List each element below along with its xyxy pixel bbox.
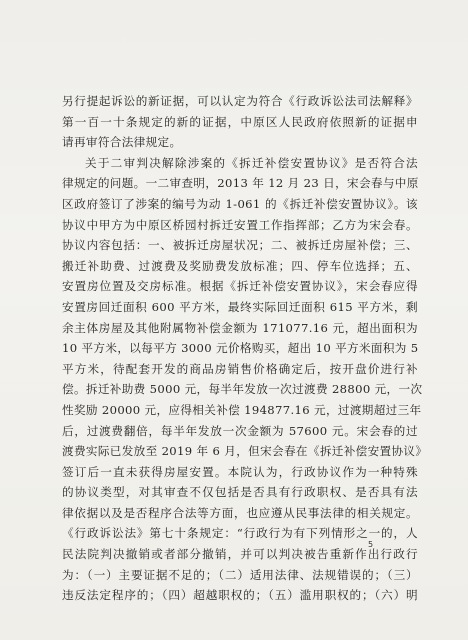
paragraph-2 — [62, 153, 418, 174]
text-line: 民法院判决撤销或者部分撤销，并可以判决被告重新作出行政行 — [62, 547, 418, 562]
text-line: 协议内容包括：一、被拆迁房屋状况；二、被拆迁房屋补偿；三、 — [62, 238, 418, 253]
text-line: 安置房回迁面积 600 平方米，最终实际回迁面积 615 平方米，剩 — [62, 299, 418, 314]
paragraph-2-body — [62, 173, 428, 605]
text-line: 第一百一十条规定的新的证据，中原区人民政府依照新的证据申 — [62, 114, 418, 129]
text-line: 性奖励 20000 元，应得相关补偿 194877.16 元，过渡期超过三年 — [62, 402, 422, 417]
text-line: 请再审符合法律规定。 — [62, 135, 182, 150]
text-line: 区政府签订了涉案的编号为动 1-061 的《拆迁补偿安置协议》。该 — [62, 196, 418, 211]
document-body — [62, 91, 428, 606]
text-line: 平方米，待配套开发的商品房销售价格确定后，按开盘价进行补 — [62, 361, 418, 376]
text-line: 偿。拆迁补助费 5000 元，每半年发放一次过渡费 28800 元，一次 — [62, 382, 423, 397]
text-line: 关于二审判决解除涉案的《拆迁补偿安置协议》是否符合法 — [85, 155, 418, 170]
text-line: 协议中甲方为中原区桥园村拆迁安置工作指挥部；乙方为宋会春。 — [62, 217, 418, 232]
text-line: 后，过渡费翻倍，每半年发放一次金额为 57600 元。宋会春的过 — [62, 423, 418, 438]
text-line: 违反法定程序的；（四）超越职权的；（五）滥用职权的；（六）明 — [62, 588, 418, 603]
text-line: 余主体房屋及其他附属物补偿金额为 171077.16 元，超出面积为 — [62, 320, 418, 335]
text-line: 的协议类型，对其审查不仅包括是否具有行政职权、是否具有法 — [62, 485, 418, 500]
text-line: 渡费实际已发放至 2019 年 6 月，但宋会春在《拆迁补偿安置协议》 — [62, 444, 428, 459]
text-line: 签订后一直未获得房屋安置。本院认为，行政协议作为一种特殊 — [62, 464, 418, 479]
text-line: 为：（一）主要证据不足的；（二）适用法律、法规错误的；（三） — [62, 567, 418, 582]
text-line: 律依据以及是否程序合法等方面，也应遵从民事法律的相关规定。 — [62, 505, 418, 520]
paragraph-1 — [62, 91, 418, 153]
text-line: 律规定的问题。一二审查明，2013 年 12 月 23 日，宋会春与中原 — [62, 176, 419, 191]
text-line: 搬迁补助费、过渡费及奖励费发放标准；四、停车位选择；五、 — [62, 258, 418, 273]
page-number: 5 — [368, 540, 374, 549]
text-line: 安置房位置及交房标准。根据《拆迁补偿安置协议》，宋会春应得 — [62, 279, 418, 294]
text-line: 10 平方米，以每平方 3000 元价格购买，超出 10 平方米面积为 5 — [62, 341, 419, 356]
text-line: 《行政诉讼法》第七十条规定：“行政行为有下列情形之一的，人 — [62, 526, 418, 541]
text-line: 另行提起诉讼的新证据，可以认定为符合《行政诉讼法司法解释》 — [62, 94, 418, 108]
